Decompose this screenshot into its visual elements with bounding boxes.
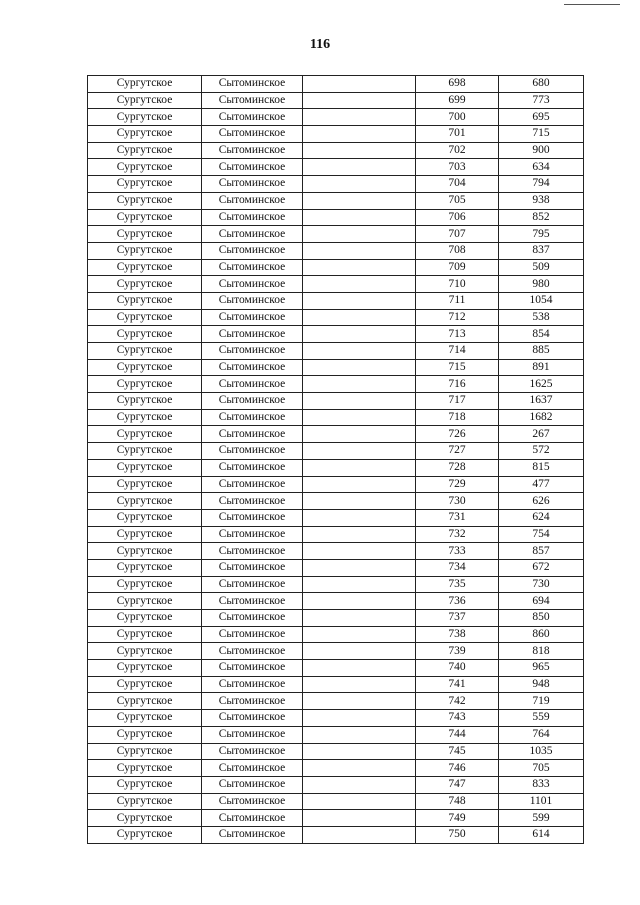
- table-row: [88, 626, 584, 643]
- field-cell: Сытоминское: [202, 643, 303, 660]
- field-cell: Сытоминское: [202, 526, 303, 543]
- field-cell: Сытоминское: [202, 459, 303, 476]
- blank-cell: [303, 526, 416, 543]
- table-row: [88, 493, 584, 510]
- field-cell: Сытоминское: [202, 393, 303, 410]
- number-cell: 742: [416, 693, 499, 710]
- deposit-cell: Сургутское: [88, 459, 202, 476]
- field-cell: Сытоминское: [202, 126, 303, 143]
- value-cell: 624: [499, 509, 584, 526]
- deposit-cell: Сургутское: [88, 409, 202, 426]
- blank-cell: [303, 676, 416, 693]
- blank-cell: [303, 109, 416, 126]
- table-row: [88, 209, 584, 226]
- deposit-cell: Сургутское: [88, 593, 202, 610]
- deposit-cell: Сургутское: [88, 810, 202, 827]
- value-cell: 837: [499, 242, 584, 259]
- number-cell: 708: [416, 242, 499, 259]
- deposit-cell: Сургутское: [88, 660, 202, 677]
- blank-cell: [303, 593, 416, 610]
- table-row: [88, 660, 584, 677]
- deposit-cell: Сургутское: [88, 176, 202, 193]
- blank-cell: [303, 576, 416, 593]
- number-cell: 744: [416, 726, 499, 743]
- field-cell: Сытоминское: [202, 176, 303, 193]
- table-row: [88, 242, 584, 259]
- value-cell: 852: [499, 209, 584, 226]
- table-row: [88, 443, 584, 460]
- number-cell: 730: [416, 493, 499, 510]
- field-cell: Сытоминское: [202, 309, 303, 326]
- blank-cell: [303, 626, 416, 643]
- value-cell: 626: [499, 493, 584, 510]
- number-cell: 699: [416, 92, 499, 109]
- number-cell: 739: [416, 643, 499, 660]
- table-row: [88, 326, 584, 343]
- field-cell: Сытоминское: [202, 810, 303, 827]
- deposit-cell: Сургутское: [88, 559, 202, 576]
- field-cell: Сытоминское: [202, 159, 303, 176]
- blank-cell: [303, 760, 416, 777]
- value-cell: 795: [499, 226, 584, 243]
- blank-cell: [303, 793, 416, 810]
- deposit-cell: Сургутское: [88, 509, 202, 526]
- value-cell: 705: [499, 760, 584, 777]
- blank-cell: [303, 509, 416, 526]
- value-cell: 559: [499, 710, 584, 727]
- table-row: [88, 593, 584, 610]
- deposit-cell: Сургутское: [88, 343, 202, 360]
- field-cell: Сытоминское: [202, 760, 303, 777]
- table-row: [88, 192, 584, 209]
- table-row: [88, 826, 584, 843]
- field-cell: Сытоминское: [202, 509, 303, 526]
- blank-cell: [303, 459, 416, 476]
- table-row: [88, 776, 584, 793]
- table-row: [88, 643, 584, 660]
- deposit-cell: Сургутское: [88, 92, 202, 109]
- value-cell: 614: [499, 826, 584, 843]
- blank-cell: [303, 743, 416, 760]
- deposit-cell: Сургутское: [88, 142, 202, 159]
- value-cell: 818: [499, 643, 584, 660]
- table-row: [88, 276, 584, 293]
- value-cell: 764: [499, 726, 584, 743]
- value-cell: 634: [499, 159, 584, 176]
- table-row: [88, 760, 584, 777]
- value-cell: 538: [499, 309, 584, 326]
- blank-cell: [303, 376, 416, 393]
- table-row: [88, 109, 584, 126]
- blank-cell: [303, 276, 416, 293]
- blank-cell: [303, 192, 416, 209]
- table-row: [88, 142, 584, 159]
- blank-cell: [303, 426, 416, 443]
- blank-cell: [303, 559, 416, 576]
- table-row: [88, 343, 584, 360]
- blank-cell: [303, 326, 416, 343]
- number-cell: 738: [416, 626, 499, 643]
- blank-cell: [303, 142, 416, 159]
- blank-cell: [303, 660, 416, 677]
- blank-cell: [303, 226, 416, 243]
- field-cell: Сытоминское: [202, 226, 303, 243]
- table-row: [88, 543, 584, 560]
- blank-cell: [303, 292, 416, 309]
- deposit-cell: Сургутское: [88, 443, 202, 460]
- value-cell: 695: [499, 109, 584, 126]
- deposit-cell: Сургутское: [88, 292, 202, 309]
- deposit-cell: Сургутское: [88, 376, 202, 393]
- number-cell: 707: [416, 226, 499, 243]
- deposit-cell: Сургутское: [88, 726, 202, 743]
- blank-cell: [303, 309, 416, 326]
- table-row: [88, 610, 584, 627]
- table-row: [88, 159, 584, 176]
- deposit-cell: Сургутское: [88, 493, 202, 510]
- table-row: [88, 810, 584, 827]
- deposit-cell: Сургутское: [88, 309, 202, 326]
- value-cell: 572: [499, 443, 584, 460]
- table-row: [88, 126, 584, 143]
- number-cell: 717: [416, 393, 499, 410]
- value-cell: 854: [499, 326, 584, 343]
- number-cell: 750: [416, 826, 499, 843]
- table-row: [88, 393, 584, 410]
- value-cell: 938: [499, 192, 584, 209]
- deposit-cell: Сургутское: [88, 242, 202, 259]
- table-row: [88, 710, 584, 727]
- deposit-cell: Сургутское: [88, 543, 202, 560]
- field-cell: Сытоминское: [202, 543, 303, 560]
- corner-mark: [564, 4, 620, 5]
- field-cell: Сытоминское: [202, 343, 303, 360]
- table-row: [88, 259, 584, 276]
- deposit-cell: Сургутское: [88, 326, 202, 343]
- blank-cell: [303, 393, 416, 410]
- page-number: 116: [309, 37, 331, 52]
- value-cell: 1101: [499, 793, 584, 810]
- number-cell: 731: [416, 509, 499, 526]
- number-cell: 743: [416, 710, 499, 727]
- field-cell: Сытоминское: [202, 476, 303, 493]
- table-row: [88, 676, 584, 693]
- deposit-cell: Сургутское: [88, 109, 202, 126]
- number-cell: 709: [416, 259, 499, 276]
- deposit-cell: Сургутское: [88, 226, 202, 243]
- number-cell: 734: [416, 559, 499, 576]
- value-cell: 719: [499, 693, 584, 710]
- number-cell: 727: [416, 443, 499, 460]
- deposit-cell: Сургутское: [88, 209, 202, 226]
- blank-cell: [303, 726, 416, 743]
- deposit-cell: Сургутское: [88, 359, 202, 376]
- number-cell: 749: [416, 810, 499, 827]
- deposit-cell: Сургутское: [88, 526, 202, 543]
- field-cell: Сытоминское: [202, 443, 303, 460]
- value-cell: 715: [499, 126, 584, 143]
- deposit-cell: Сургутское: [88, 826, 202, 843]
- value-cell: 860: [499, 626, 584, 643]
- field-cell: Сытоминское: [202, 326, 303, 343]
- blank-cell: [303, 209, 416, 226]
- number-cell: 732: [416, 526, 499, 543]
- field-cell: Сытоминское: [202, 209, 303, 226]
- field-cell: Сытоминское: [202, 660, 303, 677]
- blank-cell: [303, 543, 416, 560]
- table-row: [88, 509, 584, 526]
- deposit-cell: Сургутское: [88, 76, 202, 93]
- table-row: [88, 309, 584, 326]
- table-row: [88, 226, 584, 243]
- deposit-cell: Сургутское: [88, 643, 202, 660]
- number-cell: 726: [416, 426, 499, 443]
- deposit-cell: Сургутское: [88, 276, 202, 293]
- number-cell: 710: [416, 276, 499, 293]
- field-cell: Сытоминское: [202, 626, 303, 643]
- blank-cell: [303, 359, 416, 376]
- number-cell: 718: [416, 409, 499, 426]
- blank-cell: [303, 409, 416, 426]
- deposit-cell: Сургутское: [88, 743, 202, 760]
- number-cell: 728: [416, 459, 499, 476]
- number-cell: 746: [416, 760, 499, 777]
- field-cell: Сытоминское: [202, 359, 303, 376]
- table-row: [88, 693, 584, 710]
- deposit-cell: Сургутское: [88, 793, 202, 810]
- blank-cell: [303, 776, 416, 793]
- blank-cell: [303, 259, 416, 276]
- field-cell: Сытоминское: [202, 376, 303, 393]
- number-cell: 705: [416, 192, 499, 209]
- table-row: [88, 576, 584, 593]
- blank-cell: [303, 159, 416, 176]
- blank-cell: [303, 76, 416, 93]
- number-cell: 711: [416, 292, 499, 309]
- number-cell: 740: [416, 660, 499, 677]
- blank-cell: [303, 693, 416, 710]
- value-cell: 980: [499, 276, 584, 293]
- blank-cell: [303, 810, 416, 827]
- field-cell: Сытоминское: [202, 676, 303, 693]
- field-cell: Сытоминское: [202, 576, 303, 593]
- deposit-cell: Сургутское: [88, 760, 202, 777]
- value-cell: 885: [499, 343, 584, 360]
- value-cell: 815: [499, 459, 584, 476]
- blank-cell: [303, 343, 416, 360]
- field-cell: Сытоминское: [202, 142, 303, 159]
- number-cell: 741: [416, 676, 499, 693]
- value-cell: 672: [499, 559, 584, 576]
- deposit-cell: Сургутское: [88, 476, 202, 493]
- deposit-cell: Сургутское: [88, 676, 202, 693]
- number-cell: 714: [416, 343, 499, 360]
- blank-cell: [303, 493, 416, 510]
- blank-cell: [303, 643, 416, 660]
- blank-cell: [303, 610, 416, 627]
- table-row: [88, 292, 584, 309]
- table-row: [88, 409, 584, 426]
- field-cell: Сытоминское: [202, 76, 303, 93]
- deposit-cell: Сургутское: [88, 626, 202, 643]
- registry-table: [87, 75, 584, 844]
- value-cell: 730: [499, 576, 584, 593]
- value-cell: 754: [499, 526, 584, 543]
- field-cell: Сытоминское: [202, 593, 303, 610]
- number-cell: 702: [416, 142, 499, 159]
- value-cell: 1637: [499, 393, 584, 410]
- field-cell: Сытоминское: [202, 426, 303, 443]
- table-row: [88, 176, 584, 193]
- table-row: [88, 743, 584, 760]
- number-cell: 701: [416, 126, 499, 143]
- field-cell: Сытоминское: [202, 259, 303, 276]
- field-cell: Сытоминское: [202, 292, 303, 309]
- blank-cell: [303, 242, 416, 259]
- table-row: [88, 426, 584, 443]
- deposit-cell: Сургутское: [88, 126, 202, 143]
- deposit-cell: Сургутское: [88, 693, 202, 710]
- deposit-cell: Сургутское: [88, 259, 202, 276]
- table-row: [88, 726, 584, 743]
- number-cell: 704: [416, 176, 499, 193]
- value-cell: 773: [499, 92, 584, 109]
- number-cell: 745: [416, 743, 499, 760]
- deposit-cell: Сургутское: [88, 393, 202, 410]
- field-cell: Сытоминское: [202, 409, 303, 426]
- value-cell: 850: [499, 610, 584, 627]
- number-cell: 737: [416, 610, 499, 627]
- value-cell: 857: [499, 543, 584, 560]
- deposit-cell: Сургутское: [88, 159, 202, 176]
- field-cell: Сытоминское: [202, 793, 303, 810]
- table-row: [88, 476, 584, 493]
- number-cell: 729: [416, 476, 499, 493]
- field-cell: Сытоминское: [202, 726, 303, 743]
- field-cell: Сытоминское: [202, 192, 303, 209]
- value-cell: 477: [499, 476, 584, 493]
- field-cell: Сытоминское: [202, 242, 303, 259]
- value-cell: 267: [499, 426, 584, 443]
- blank-cell: [303, 92, 416, 109]
- field-cell: Сытоминское: [202, 710, 303, 727]
- value-cell: 1054: [499, 292, 584, 309]
- field-cell: Сытоминское: [202, 276, 303, 293]
- value-cell: 1035: [499, 743, 584, 760]
- value-cell: 1682: [499, 409, 584, 426]
- deposit-cell: Сургутское: [88, 576, 202, 593]
- value-cell: 1625: [499, 376, 584, 393]
- table-row: [88, 459, 584, 476]
- number-cell: 716: [416, 376, 499, 393]
- number-cell: 706: [416, 209, 499, 226]
- table-row: [88, 793, 584, 810]
- blank-cell: [303, 443, 416, 460]
- registry-table-body: [88, 76, 584, 844]
- table-row: [88, 92, 584, 109]
- table-row: [88, 559, 584, 576]
- number-cell: 736: [416, 593, 499, 610]
- field-cell: Сытоминское: [202, 610, 303, 627]
- value-cell: 833: [499, 776, 584, 793]
- deposit-cell: Сургутское: [88, 776, 202, 793]
- field-cell: Сытоминское: [202, 92, 303, 109]
- value-cell: 891: [499, 359, 584, 376]
- deposit-cell: Сургутское: [88, 710, 202, 727]
- field-cell: Сытоминское: [202, 743, 303, 760]
- table-row: [88, 76, 584, 93]
- number-cell: 698: [416, 76, 499, 93]
- number-cell: 715: [416, 359, 499, 376]
- value-cell: 694: [499, 593, 584, 610]
- blank-cell: [303, 176, 416, 193]
- value-cell: 965: [499, 660, 584, 677]
- number-cell: 712: [416, 309, 499, 326]
- field-cell: Сытоминское: [202, 826, 303, 843]
- value-cell: 948: [499, 676, 584, 693]
- table-row: [88, 376, 584, 393]
- blank-cell: [303, 826, 416, 843]
- field-cell: Сытоминское: [202, 109, 303, 126]
- field-cell: Сытоминское: [202, 559, 303, 576]
- number-cell: 733: [416, 543, 499, 560]
- field-cell: Сытоминское: [202, 776, 303, 793]
- value-cell: 509: [499, 259, 584, 276]
- table-row: [88, 359, 584, 376]
- value-cell: 680: [499, 76, 584, 93]
- blank-cell: [303, 476, 416, 493]
- number-cell: 703: [416, 159, 499, 176]
- deposit-cell: Сургутское: [88, 426, 202, 443]
- value-cell: 599: [499, 810, 584, 827]
- field-cell: Сытоминское: [202, 493, 303, 510]
- number-cell: 748: [416, 793, 499, 810]
- table-row: [88, 526, 584, 543]
- number-cell: 747: [416, 776, 499, 793]
- value-cell: 900: [499, 142, 584, 159]
- blank-cell: [303, 126, 416, 143]
- value-cell: 794: [499, 176, 584, 193]
- number-cell: 735: [416, 576, 499, 593]
- field-cell: Сытоминское: [202, 693, 303, 710]
- deposit-cell: Сургутское: [88, 192, 202, 209]
- number-cell: 713: [416, 326, 499, 343]
- deposit-cell: Сургутское: [88, 610, 202, 627]
- blank-cell: [303, 710, 416, 727]
- number-cell: 700: [416, 109, 499, 126]
